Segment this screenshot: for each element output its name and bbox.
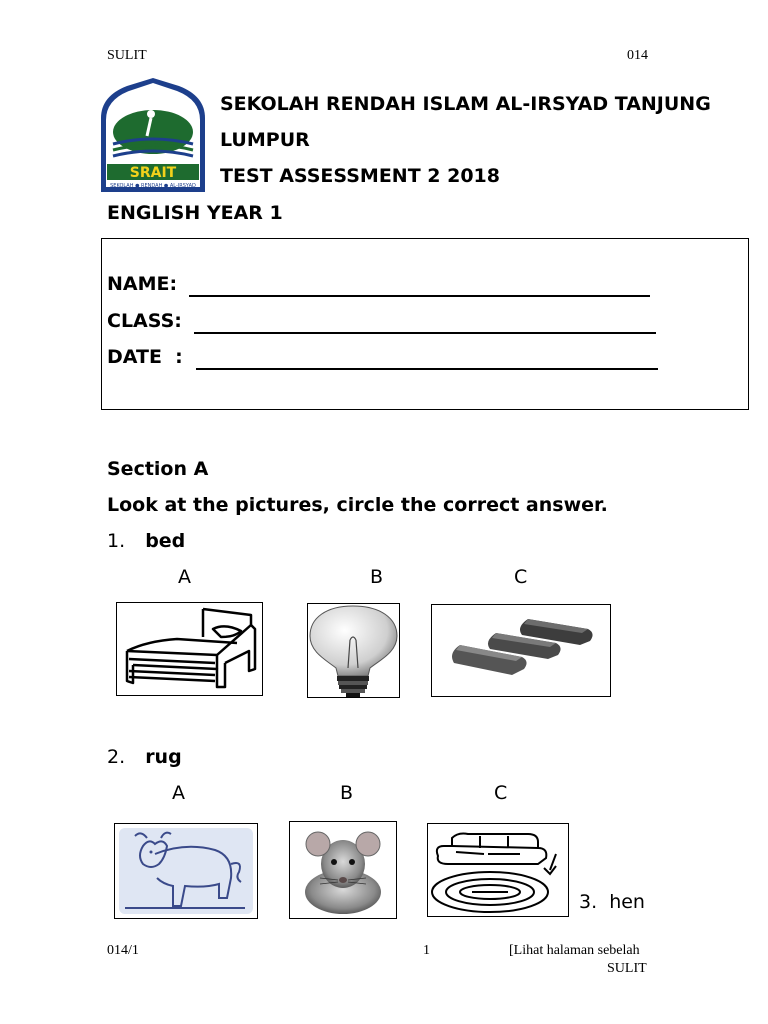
question-1 (107, 530, 185, 552)
question-number: 1. (107, 530, 126, 552)
question-number: 2. (107, 746, 126, 768)
assessment-title: TEST ASSESSMENT 2 2018 (220, 165, 500, 187)
option-letter-c: C (514, 566, 528, 588)
option-b-picture[interactable] (289, 821, 397, 919)
footer-code: 014/1 (107, 943, 139, 958)
school-name-line1: SEKOLAH RENDAH ISLAM AL-IRSYAD TANJUNG (220, 93, 711, 115)
name-field[interactable] (189, 295, 650, 297)
logo-subtext: SEKOLAH ● RENDAH ● AL-IRSYAD (110, 183, 196, 189)
section-title: Section A (107, 458, 209, 480)
option-a-picture[interactable] (114, 823, 258, 919)
page-number: 1 (423, 943, 430, 958)
option-c-picture[interactable] (431, 604, 611, 697)
subject-title: ENGLISH YEAR 1 (107, 202, 283, 224)
light-bulb-icon (308, 604, 399, 697)
erasers-icon (432, 605, 610, 696)
bed-icon (117, 603, 262, 695)
option-letter-a: A (172, 782, 185, 804)
footer-sulit: SULIT (607, 961, 647, 976)
logo-text: SRAIT (129, 165, 177, 181)
date-row (107, 346, 183, 368)
school-crest-icon (97, 78, 209, 194)
option-b-picture[interactable] (307, 603, 400, 698)
question-word: rug (145, 746, 182, 768)
question-3 (579, 891, 645, 913)
question-word: hen (609, 891, 645, 913)
buffalo-icon (115, 824, 257, 918)
section-instruction: Look at the pictures, circle the correct answer. (107, 494, 608, 516)
name-label: NAME: (107, 273, 178, 295)
class-row (107, 310, 182, 332)
school-name-line2: LUMPUR (220, 129, 310, 151)
question-word: bed (145, 530, 186, 552)
name-row (107, 273, 177, 295)
option-letter-a: A (178, 566, 191, 588)
next-page-note: [Lihat halaman sebelah (509, 943, 640, 958)
class-field[interactable] (194, 332, 656, 334)
date-field[interactable] (196, 368, 658, 370)
date-label: DATE : (107, 346, 183, 368)
sofa-and-rug-icon (428, 824, 568, 916)
header-code: 014 (627, 48, 648, 63)
class-label: CLASS: (107, 310, 182, 332)
student-info-box (101, 238, 749, 410)
option-a-picture[interactable] (116, 602, 263, 696)
question-2 (107, 746, 182, 768)
option-letter-b: B (340, 782, 354, 804)
option-c-picture[interactable] (427, 823, 569, 917)
header-sulit: SULIT (107, 48, 147, 63)
option-letter-c: C (494, 782, 508, 804)
question-number: 3. (579, 891, 598, 913)
rat-icon (290, 822, 396, 918)
option-letter-b: B (370, 566, 384, 588)
